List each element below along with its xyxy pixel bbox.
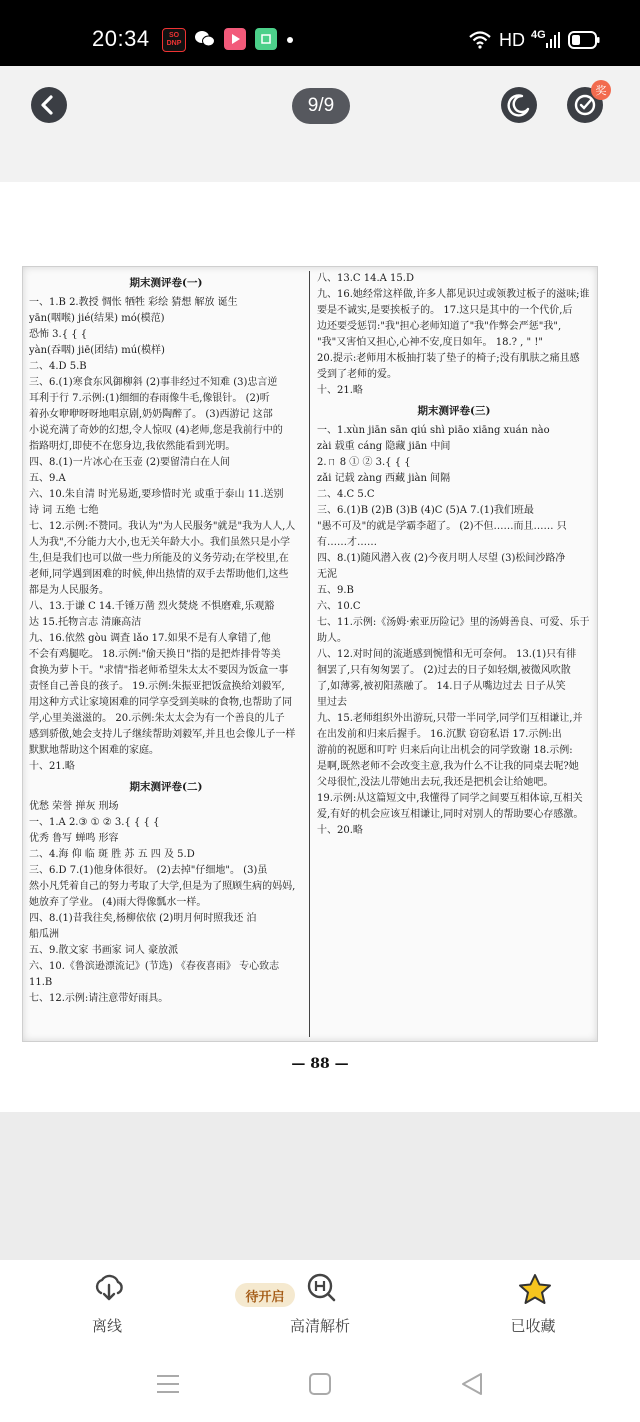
answer-line: 六、10.朱自清 时光易逝,要珍惜时光 或重于泰山 11.送别 — [29, 489, 284, 500]
answer-line: 九、16.依然 gòu 调査 lǎo 17.如果不是有人拿错了,他 — [29, 633, 271, 644]
answer-line: 了,如薄雾,被初阳蒸融了。 14.日子从嘴边过去 日子从笑 — [317, 681, 566, 692]
page-number: — 88 — — [291, 1056, 349, 1072]
answer-line: 七、12.示例:不赞同。我认为"为人民服务"就是"我为人人,人 — [29, 521, 296, 532]
answer-line: 五、9.B — [317, 585, 354, 596]
answer-line: 老师,同学遇到困难的时候,伸出热情的双手去帮助他们,这些 — [29, 569, 289, 580]
answer-line: 四、8.(1)昔我往矣,杨柳依依 (2)明月何时照我还 泊 — [29, 913, 257, 924]
answer-line: 责怪自己善良的孩子。 19.示例:朱振亚把饭盒换给刘毅军, — [29, 681, 285, 692]
wifi-icon — [468, 30, 492, 50]
answer-line: 用这种方式让家境困难的同学享受到美味的食物,也帮助了同 — [29, 697, 293, 708]
tab-label: 已收藏 — [510, 1317, 556, 1335]
tab-label: 离线 — [91, 1317, 122, 1335]
answer-line: 不会有鸡腿吃。 18.示例:"偷天换日"指的是把炸排骨等美 — [29, 649, 281, 660]
answer-line: 一、1.A 2.③ ① ② 3.{ { { { — [29, 817, 160, 828]
answer-line: 一、1.xùn jiān sān qiú shì piāo xiāng xuán nào — [317, 425, 550, 436]
answer-line: 小说充满了奇妙的幻想,令人惊叹 (4)老师,您是我前行中的 — [29, 425, 283, 436]
system-nav-bar — [0, 1355, 640, 1422]
answer-line: 五、9.A — [29, 473, 66, 484]
cloud-download-icon — [92, 1273, 126, 1303]
signal-type: 4G — [531, 29, 546, 41]
star-icon — [518, 1273, 552, 1305]
back-button[interactable] — [31, 87, 67, 123]
video-app-icon — [224, 28, 246, 50]
answer-line: yān(咽喉) jié(结果) mó(模范) — [29, 313, 165, 324]
home-icon[interactable] — [308, 1372, 332, 1396]
clock: 20:34 — [92, 26, 150, 51]
answer-line: 生,但是我们也可以做一些力所能及的义务劳动;在学校里,在 — [29, 553, 289, 564]
answer-line: 里过去 — [317, 697, 347, 708]
answer-line: 三、6.(1)寒食东风御柳斜 (2)事非经过不知难 (3)忠言逆 — [29, 377, 278, 388]
right-column — [311, 267, 597, 1041]
answer-line: 四、8.(1)一片冰心在玉壶 (2)要留清白在人间 — [29, 457, 231, 468]
left-column — [23, 267, 309, 1041]
answer-line: 徊罢了,只有匆匆罢了。 (2)过去的日子如轻烟,被微风吹散 — [317, 665, 571, 676]
soul-app-icon: SO DNP — [162, 28, 186, 52]
answer-line: 19.示例:从这篇短文中,我懂得了同学之间要互相体谅,互相关 — [317, 793, 583, 804]
answer-line: 八、12.对时间的流逝感到惋惜和无可奈何。 13.(1)只有徘 — [317, 649, 577, 660]
answer-line: 游前的祝愿和叮咛 归来后向让出机会的同学致谢 18.示例: — [317, 745, 573, 756]
chevron-left-icon — [31, 87, 67, 123]
answer-line: 都是为人民服务。 — [29, 585, 109, 596]
answer-line: 二、4.C 5.C — [317, 489, 375, 500]
answer-line: 七、11.示例:《汤姆·索亚历险记》里的汤姆善良、可爱、乐于 — [317, 617, 590, 628]
answer-line: 是啊,既然老师不会改变主意,我为什么不让我的同桌去呢?她 — [317, 761, 579, 772]
answer-line: 受到了老师的爱。 — [317, 369, 397, 380]
reader-top-bar — [0, 66, 640, 182]
answer-line: 感到骄傲,她会支持儿子继续帮助刘毅军,并且也会像儿子一样 — [29, 729, 296, 740]
answer-line: 20.提示:老师用木板抽打装了垫子的椅子;没有肌肤之痛且感 — [317, 353, 580, 364]
answer-line: 边还要受惩罚:"我"担心老师知道了"我"作弊会严惩"我", — [317, 321, 562, 332]
box-app-icon — [255, 28, 277, 50]
answer-line: 学,心里美滋滋的。 20.示例:朱太太会为有一个善良的儿子 — [29, 713, 285, 724]
section-title: 期末测评卷(三) — [417, 405, 491, 417]
network-type: HD — [499, 30, 525, 50]
answer-line: 六、10.C — [317, 601, 361, 612]
answer-line: 三、6.(1)B (2)B (3)B (4)C (5)A 7.(1)我们班最 — [317, 505, 534, 516]
reward-badge: 奖 — [591, 80, 611, 100]
answer-line: 要是不诚实,是要挨板子的。 17.这只是其中的一个代价,后 — [317, 305, 573, 316]
answer-line: 11.B — [29, 977, 53, 988]
answer-key-scan — [22, 266, 598, 1042]
answer-line: 十、21.略 — [317, 385, 363, 396]
answer-line: zài 载重 cáng 隐藏 jiān 中间 — [317, 441, 451, 452]
answer-line: zǎi 记载 zàng 西藏 jiàn 间隔 — [317, 473, 451, 484]
answer-line: 助人。 — [317, 633, 347, 644]
answer-line: 九、16.她经常这样做,许多人都见识过或领教过板子的滋味;谁 — [317, 289, 590, 300]
answer-line: 父母很忙,没法儿带她出去玩,我还是把机会让给她吧。 — [317, 777, 554, 788]
page-indicator[interactable]: 9/9 — [292, 88, 350, 124]
answer-line: 优秀 鲁写 蝉鸣 形容 — [29, 833, 119, 844]
back-triangle-icon[interactable] — [459, 1371, 485, 1397]
answer-line: 五、9.散文家 书画家 词人 豪放派 — [29, 945, 179, 956]
answer-line: 达 15.托物言志 清廉高洁 — [29, 617, 142, 628]
answer-line: 无泥 — [317, 569, 337, 580]
tab-label: 高清解析 — [289, 1317, 350, 1335]
hd-search-icon — [305, 1273, 339, 1303]
answer-line: 八、13.于谦 C 14.千锤万凿 烈火焚烧 不惧磨难,乐观豁 — [29, 601, 275, 612]
notification-dot-icon — [287, 37, 293, 43]
answer-line: 指路明灯,即使不在您身边,我依然能看到光明。 — [29, 441, 236, 452]
answer-line: 优愁 荣誉 掸灰 刑场 — [29, 801, 119, 812]
section-title: 期末测评卷(一) — [129, 277, 203, 289]
battery-icon — [568, 31, 600, 49]
menu-icon[interactable] — [156, 1373, 180, 1395]
answer-line: 船瓜洲 — [29, 929, 59, 940]
answer-line: 在出发前和归来后握手。 16.沉默 窃窃私语 17.示例:出 — [317, 729, 562, 740]
answer-line: "愚不可及"的就是学霸李超了。 (2)不但……而且…… 只 — [317, 521, 567, 532]
answer-line: 恐怖 3.{ { { — [29, 329, 88, 340]
section-title: 期末测评卷(二) — [129, 781, 203, 793]
answer-line: 三、6.D 7.(1)他身体很好。 (2)去掉"仔细地"。 (3)虽 — [29, 865, 268, 876]
answer-line: 十、21.略 — [29, 761, 75, 772]
answer-line: 二、4.D 5.B — [29, 361, 87, 372]
answer-line: 有……才…… — [317, 537, 377, 548]
answer-line: 二、4.海 仰 临 斑 胜 苏 五 四 及 5.D — [29, 849, 195, 860]
night-mode-button[interactable] — [501, 87, 537, 123]
moon-icon — [501, 87, 537, 123]
answer-line: 诗 词 五绝 七绝 — [29, 505, 99, 516]
signal-strength-icon — [546, 32, 560, 48]
answer-line: 七、12.示例:请注意带好雨具。 — [29, 993, 169, 1004]
answer-line: 着孙女咿咿呀呀地唱京剧,奶奶陶醉了。 (3)西游记 这部 — [29, 409, 273, 420]
answer-line: 耳利于行 7.示例:(1)细细的春雨像牛毛,像银针。 (2)听 — [29, 393, 270, 404]
answer-line: 八、13.C 14.A 15.D — [317, 273, 414, 284]
answer-line: 然小凡凭着自己的努力考取了大学,但是为了照顾生病的妈妈, — [29, 881, 296, 892]
answer-line: 食换为萝卜干。"求情"指老师希望朱太太不要因为饭盒一事 — [29, 665, 289, 676]
answer-line: 她放弃了学业。 (4)雨大得像瓢水一样。 — [29, 897, 207, 908]
answer-line: 一、1.B 2.教授 惆怅 牺牲 彩绘 猜想 解放 诞生 — [29, 297, 238, 308]
answer-line: 人为我",不分能力大小,也无关年龄大小。我们虽然只是小学 — [29, 537, 290, 548]
status-bar — [0, 0, 640, 66]
pending-badge: 待开启 — [235, 1283, 295, 1307]
answer-line: 十、20.略 — [317, 825, 363, 836]
answer-line: yàn(吞咽) jiē(团结) mú(模样) — [29, 345, 165, 356]
answer-line: "我"又害怕又担心,心神不安,度日如年。 18.? , " !" — [317, 337, 543, 348]
answer-line: 六、10.《鲁滨逊漂流记》(节选) 《春夜喜雨》 专心致志 — [29, 961, 280, 972]
wechat-icon — [194, 28, 216, 50]
column-divider — [309, 271, 310, 1037]
answer-line: 九、15.老师组织外出游玩,只带一半同学,同学们互相谦让,并 — [317, 713, 583, 724]
answer-line: 爱,有好的机会应该互相谦让,同时对别人的帮助要心存感激。 — [317, 809, 584, 820]
answer-line: 2.ㄇ 8 ① ② 3.{ { { — [317, 457, 411, 468]
answer-line: 四、8.(1)随风潜入夜 (2)今夜月明人尽望 (3)松间沙路净 — [317, 553, 566, 564]
answer-line: 默默地帮助这个困难的家庭。 — [29, 745, 159, 756]
